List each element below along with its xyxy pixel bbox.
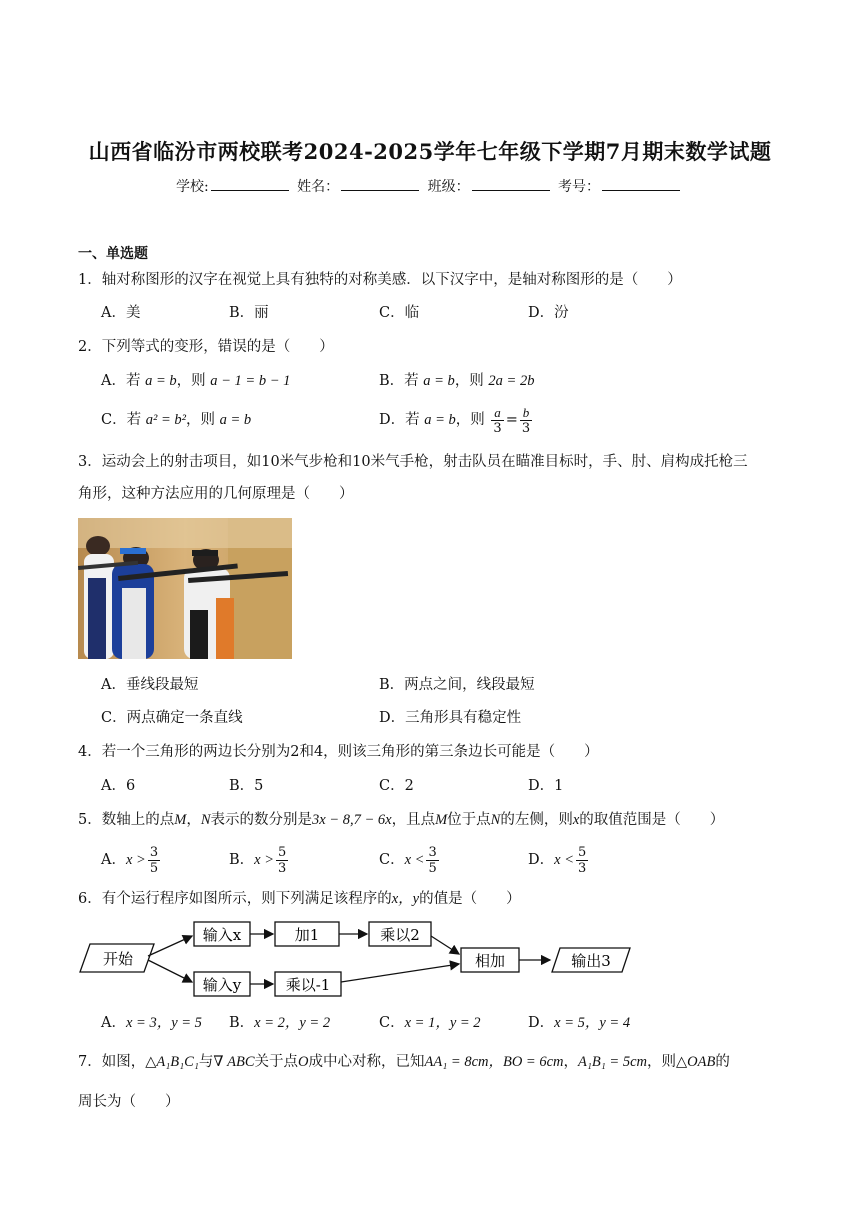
q7-text: 成中心对称，已知: [308, 1054, 425, 1070]
page-title: 山西省临汾市两校联考2024-2025学年七年级下学期7月期末数学试题: [88, 139, 772, 164]
add1-label: 加1: [294, 926, 320, 944]
q4-option-b: B．5: [229, 778, 264, 794]
option-fraction: [148, 845, 160, 876]
q5-option-b: [229, 841, 290, 879]
q7-text: ，则: [647, 1054, 676, 1070]
q7-text: 与: [198, 1054, 214, 1070]
option-value: x = 3，y = 5: [125, 1015, 202, 1031]
q5-expressions: 3x − 8,7 − 6x: [312, 812, 392, 828]
q7-measurements: AA₁ = 8cm，BO = 6cm: [424, 1054, 564, 1070]
q1-option-d: D．汾: [528, 305, 569, 321]
q7-text: ，: [563, 1054, 578, 1070]
option-relation: x <: [404, 852, 425, 868]
section-heading: 一、单选题: [78, 246, 148, 262]
q2-d-equals: =: [505, 412, 518, 428]
option-label: B．: [229, 1015, 255, 1031]
option-value: x = 2，y = 2: [254, 1015, 331, 1031]
option-label: B．: [229, 852, 255, 868]
q6-option-b: [229, 1013, 330, 1033]
option-relation: x >: [125, 852, 146, 868]
q1-option-b: B．丽: [229, 305, 269, 321]
option-fraction: [426, 845, 438, 876]
question-5-stem: [78, 810, 724, 830]
q5-option-d: [528, 841, 590, 879]
q2-c-prefix: C．若: [101, 412, 142, 428]
q4-option-d: D．1: [528, 778, 564, 794]
question-7-stem-line1: [78, 1052, 730, 1072]
q5-point-n: N: [490, 812, 501, 828]
q2-c-condition: a² = b²: [145, 412, 186, 428]
sum-label: 相加: [474, 952, 506, 970]
program-flowchart: [78, 918, 638, 1002]
frac-numerator: 5: [278, 844, 287, 860]
q6-option-c: [379, 1013, 481, 1033]
q2-b-prefix: B．若: [379, 373, 419, 389]
school-label: 学校:: [175, 179, 209, 195]
exam-number-label: 考号：: [558, 179, 601, 195]
q2-c-result: a = b: [219, 412, 252, 428]
q1-option-a: A．美: [101, 305, 141, 321]
q2-option-c: [101, 410, 251, 430]
frac-denominator: 3: [493, 420, 502, 436]
q7-text: 关于点: [254, 1054, 299, 1070]
q4-option-c: C．2: [379, 778, 414, 794]
q5-option-a: [101, 841, 162, 879]
q5-text: 的左侧，则: [500, 812, 573, 828]
class-blank: [472, 176, 550, 191]
frac-denominator: 3: [278, 860, 287, 876]
q2-c-then: ，则: [185, 412, 215, 428]
q7-triangle-oab: △OAB: [676, 1054, 716, 1070]
question-3-stem-line2: 角形，这种方法应用的几何原理是（ ）: [78, 486, 354, 502]
q4-option-a: A．6: [101, 778, 136, 794]
q3-option-a: A．垂线段最短: [101, 677, 199, 693]
q2-b-result: 2a = 2b: [488, 373, 535, 389]
input-x-label: 输入x: [202, 926, 242, 944]
q2-a-prefix: A．若: [101, 373, 141, 389]
frac-denominator: 5: [428, 860, 437, 876]
q2-b-then: ，则: [454, 373, 484, 389]
q5-option-c: [379, 841, 441, 879]
frac-numerator: b: [520, 405, 532, 421]
option-label: A．: [101, 852, 126, 868]
q2-option-a: [101, 371, 290, 391]
frac-numerator: 3: [428, 844, 437, 860]
q2-d-fraction-a: [491, 405, 503, 436]
q6-text: 的值是（ ）: [419, 891, 521, 907]
q6-option-d: [528, 1013, 630, 1033]
q1-option-c: C．临: [379, 305, 420, 321]
q3-option-b: B．两点之间，线段最短: [379, 677, 535, 693]
q5-text: 表示的数分别是: [210, 812, 312, 828]
frac-denominator: 5: [149, 860, 159, 876]
option-fraction: [576, 845, 588, 876]
q5-text: 5．数轴上的点: [78, 812, 175, 828]
start-label: 开始: [102, 950, 134, 968]
q5-text: ，且点: [391, 812, 436, 828]
q2-option-d: [379, 401, 534, 439]
option-label: D．: [528, 1015, 555, 1031]
student-info-fields: [0, 176, 860, 196]
multiply-neg1-label: 乘以-1: [285, 976, 331, 994]
shooting-athletes-photo: [78, 518, 292, 659]
question-4-stem: 4．若一个三角形的两边长分别为2和4，则该三角形的第三条边长可能是（ ）: [78, 744, 599, 760]
frac-numerator: 3: [149, 844, 159, 860]
question-6-stem: [78, 889, 521, 909]
q5-point-n: N: [200, 812, 211, 828]
q5-text: 的取值范围是（ ）: [579, 812, 725, 828]
q6-option-a: [101, 1013, 202, 1033]
name-blank: [341, 176, 419, 191]
option-label: A．: [101, 1015, 126, 1031]
q5-point-m: M: [174, 812, 187, 828]
shooting-photo-illustration: [78, 518, 292, 659]
q5-point-m: M: [435, 812, 448, 828]
q7-point-o: O: [298, 1054, 309, 1070]
q6-variables: x，y: [391, 891, 420, 907]
q2-d-condition: a = b: [424, 412, 456, 428]
flowchart-diagram: [78, 918, 638, 998]
q7-measurement-a1b1: A₁B₁ = 5cm: [578, 1054, 647, 1070]
output-label: 输出3: [571, 952, 611, 970]
option-label: C．: [379, 1015, 405, 1031]
option-relation: x <: [554, 852, 574, 868]
q7-triangle-abc: ∇ ABC: [213, 1054, 255, 1070]
school-blank: [211, 176, 289, 191]
frac-numerator: 5: [578, 844, 587, 860]
frac-numerator: a: [491, 405, 503, 421]
option-value: x = 5，y = 4: [554, 1015, 631, 1031]
multiply2-label: 乘以2: [380, 926, 420, 944]
q3-option-c: C．两点确定一条直线: [101, 710, 243, 726]
q5-variable-x: x: [572, 812, 580, 828]
class-label: 班级：: [427, 179, 470, 195]
option-fraction: [276, 845, 288, 876]
question-7-stem-line2: 周长为（ ）: [78, 1094, 180, 1110]
question-3-stem-line1: 3．运动会上的射击项目，如10米气步枪和10米气手枪，射击队员在瞄准目标时，手、肘、肩构成托枪三: [78, 454, 748, 470]
input-y-label: 输入y: [202, 976, 242, 994]
option-label: C．: [379, 852, 405, 868]
q7-text: 7．如图，: [78, 1054, 146, 1070]
name-label: 姓名：: [297, 179, 340, 195]
q7-triangle-a1b1c1: △A₁B₁C₁: [145, 1054, 199, 1070]
q5-text: 位于点: [447, 812, 491, 828]
exam-number-blank: [602, 176, 680, 191]
question-1-stem: 1．轴对称图形的汉字在视觉上具有独特的对称美感．以下汉字中，是轴对称图形的是（ ）: [78, 272, 682, 288]
q2-d-prefix: D．若: [379, 412, 420, 428]
q2-b-condition: a = b: [423, 373, 455, 389]
q7-text: 的: [715, 1054, 730, 1070]
option-value: x = 1，y = 2: [404, 1015, 481, 1031]
q5-text: ，: [186, 812, 201, 828]
q2-d-fraction-b: [520, 405, 532, 436]
option-label: D．: [528, 852, 555, 868]
q6-text: 6．有个运行程序如图所示，则下列满足该程序的: [78, 891, 392, 907]
option-relation: x >: [254, 852, 275, 868]
q2-a-result: a − 1 = b − 1: [210, 373, 291, 389]
q2-a-then: ，则: [176, 373, 206, 389]
question-2-stem: 2．下列等式的变形，错误的是（ ）: [78, 339, 334, 355]
frac-denominator: 3: [521, 420, 531, 436]
q2-a-condition: a = b: [145, 373, 177, 389]
q2-option-b: [379, 371, 534, 391]
frac-denominator: 3: [578, 860, 587, 876]
q2-d-then: ，则: [455, 412, 485, 428]
q3-option-d: D．三角形具有稳定性: [379, 710, 522, 726]
